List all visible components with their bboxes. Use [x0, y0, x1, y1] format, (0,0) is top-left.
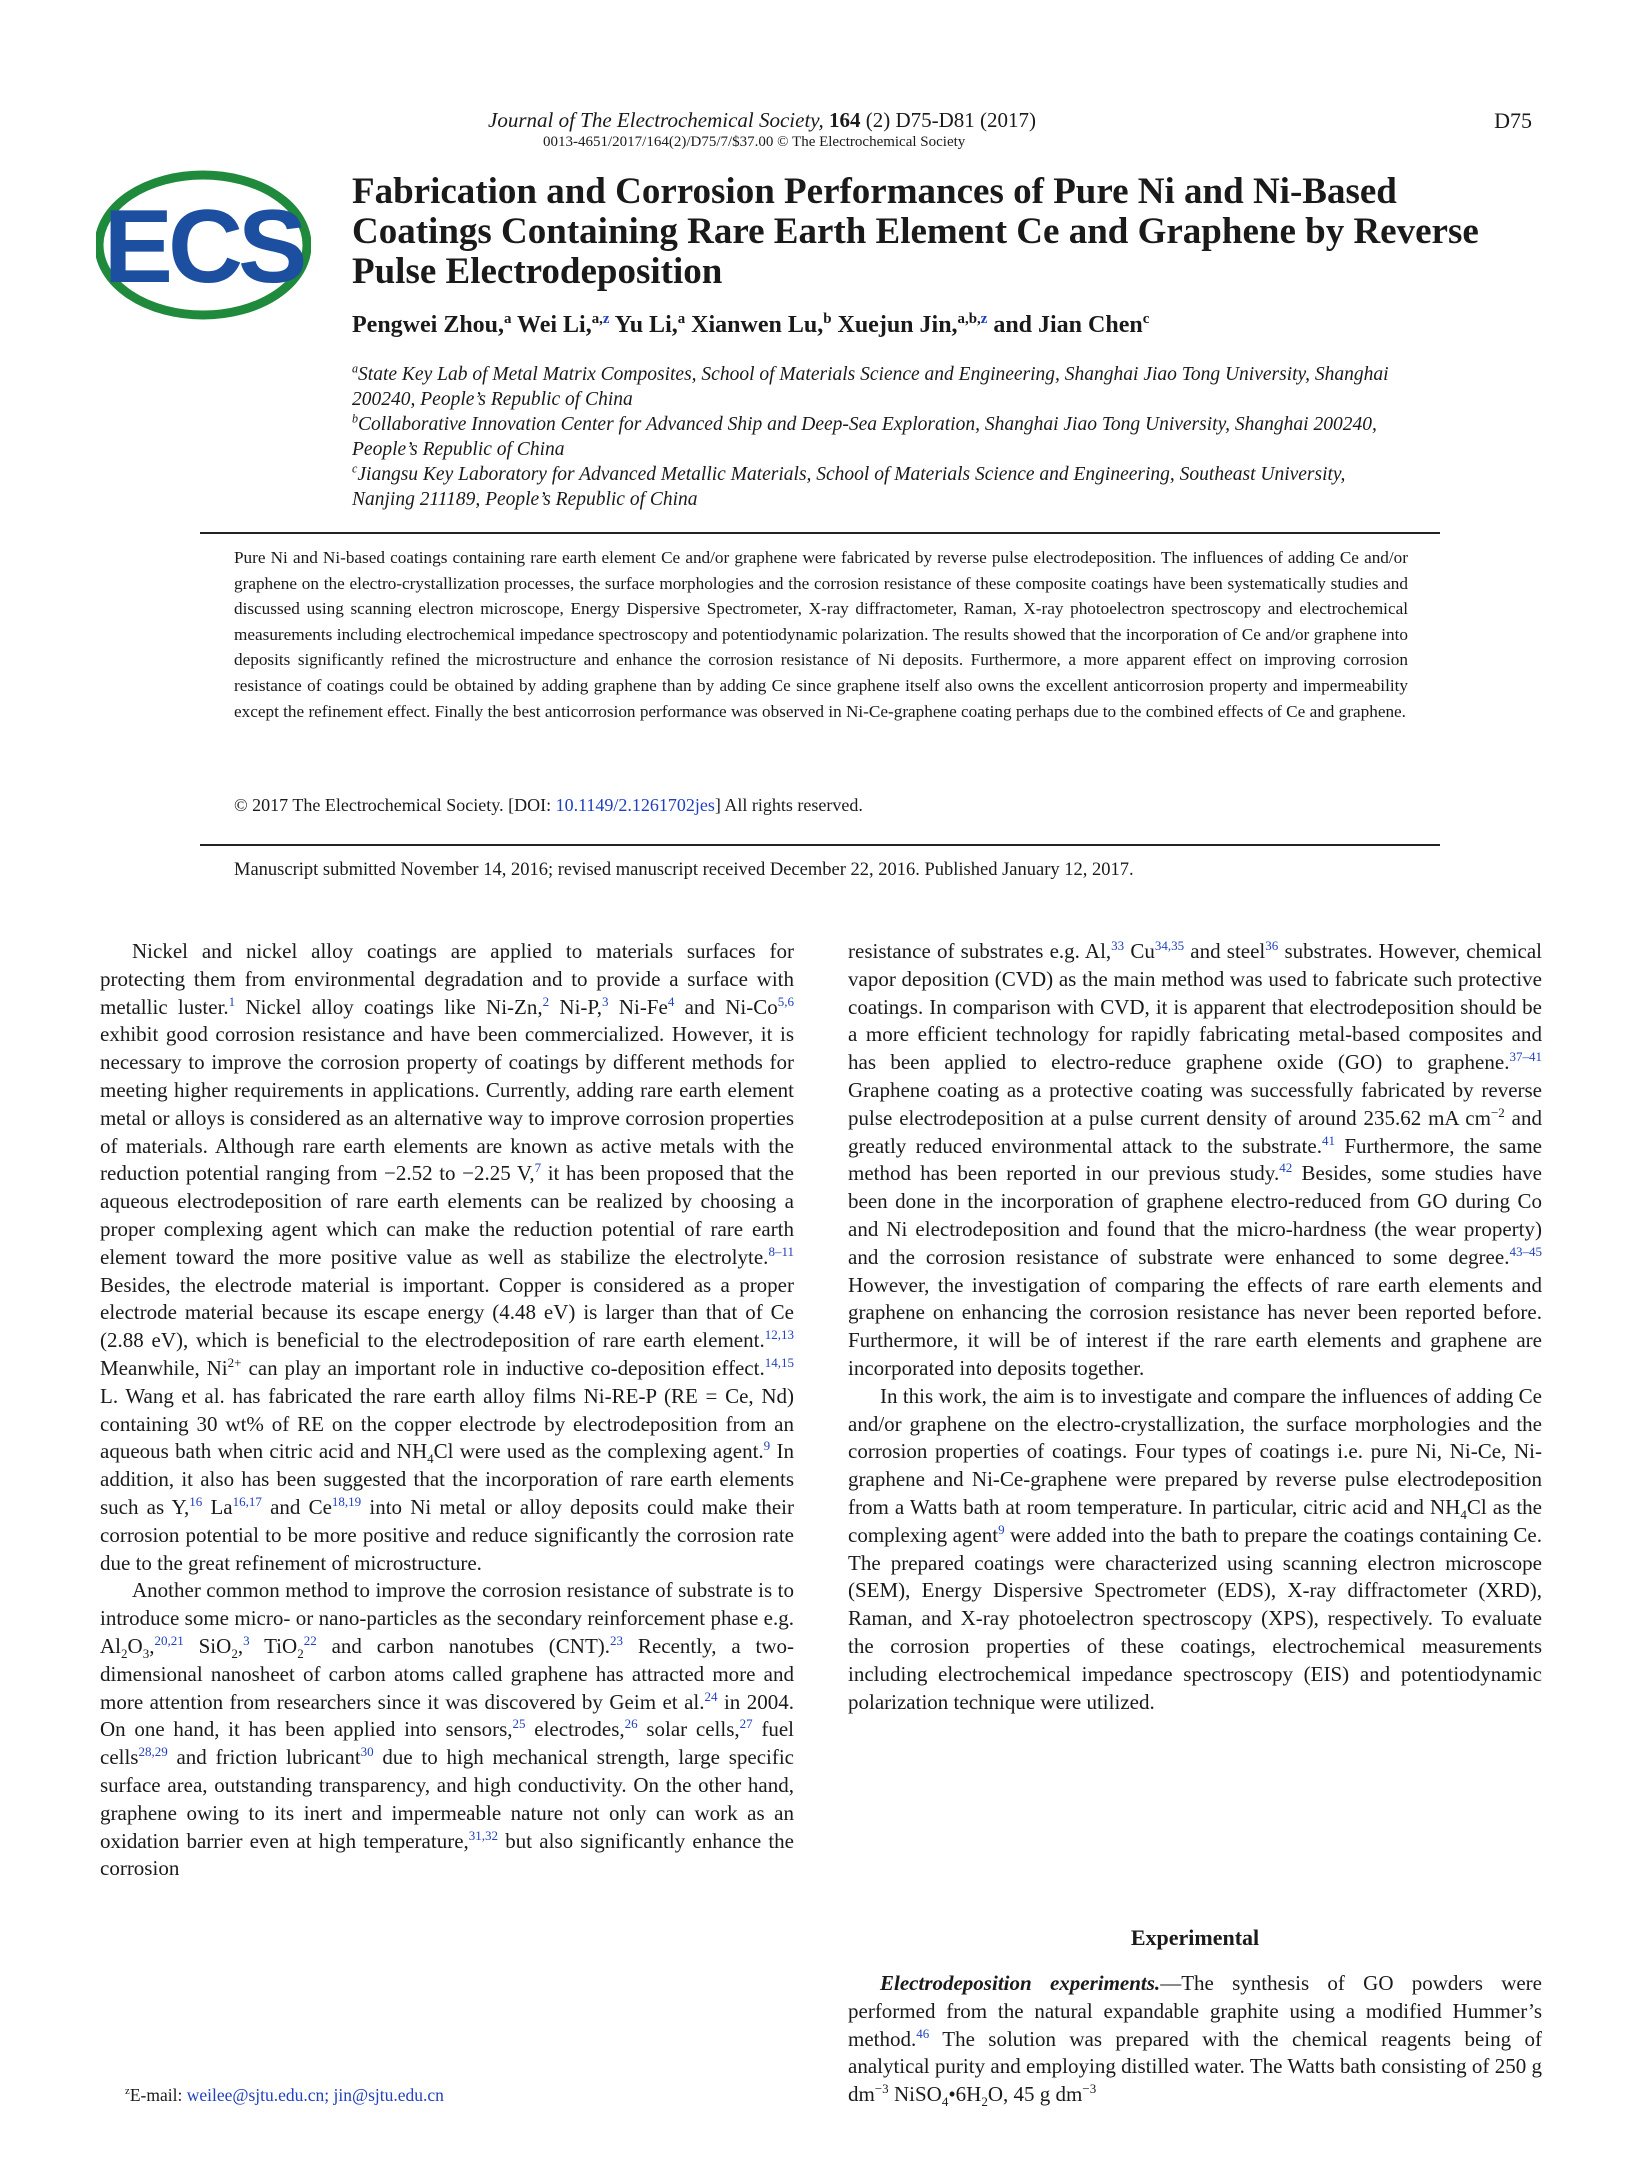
paragraph: Nickel and nickel alloy coatings are applied to materials surfaces for protecting them from environmental degradation and to provide a surface with metallic luster.$^1$ Nickel alloy coatings like Ni-Zn,$^2$ Ni-P,$^3$ Ni-Fe$^4$ and Ni-Co$^{5,6}$ exhibit good corrosion resistance and have been commercialized. However, it is necessary to improve the corrosion property of coatings by different methods for meeting higher requirements in applications. Currently, adding rare earth element metal or alloys is considered as an alternative way to improve corrosion properties of materials. Although rare earth elements are known as active metals with the reduction potential ranging from −2.52 to −2.25 V,$^7$ it has been proposed that the aqueous electrodeposition of rare earth elements can be realized by choosing a proper complexing agent which can make the reduction potential of rare earth element toward the more positive value as well as stabilize the electrolyte.$^{8-11}$ Besides, the electrode material is important. Copper is considered as a proper electrode material because its escape energy (4.48 eV) is larger than that of Ce (2.88 eV), which is beneficial to the electrodeposition of rare earth element.$^{12,13}$ Meanwhile, $Ni^{2+}$ can play an important role in inductive co-deposition effect.$^{14,15}$ L. Wang et al. has fabricated the rare earth alloy films Ni-RE-P (RE = Ce, Nd) containing 30 wt% of RE on the copper electrode by electrodeposition from an aqueous bath when citric acid and $NH_4Cl$ were used as the complexing agent.$^9$ In addition, it also has been suggested that the incorporation of rare earth elements such as Y,$^{16}$ La$^{16,17}$ and Ce$^{18,19}$ into Ni metal or alloy deposits could make their corrosion potential to be more positive and reduce significantly the corrosion rate due to the great refinement of microstructure. — [100, 939, 794, 1575]
author-name: and Jian Chen — [993, 312, 1143, 338]
ecs-logo — [96, 170, 311, 320]
body-column-left — [100, 938, 794, 1883]
citation-link[interactable]: 3 — [243, 1632, 250, 1648]
citation-link[interactable]: 27 — [739, 1716, 753, 1732]
citation-link[interactable]: 9 — [998, 1521, 1005, 1537]
citation-link[interactable]: 37–41 — [1509, 1049, 1542, 1065]
citation-link[interactable]: 8–11 — [768, 1243, 794, 1259]
author-list: Pengwei Zhou,$^a$ Wei Li,$^{a,z}$ Yu Li,$^a$ Xianwen Lu,$^b$ Xuejun Jin,$^{a,b,z}$ and Jian Chen$^c$ — [352, 311, 1150, 338]
affiliation: $^a$State Key Lab of Metal Matrix Composites, School of Materials Science and Engineering, Shanghai Jiao Tong University, Shanghai 200240, People’s Republic of China — [352, 361, 1389, 410]
body-column-right-experimental — [848, 1970, 1542, 2109]
citation-link[interactable]: 36 — [1265, 938, 1279, 953]
author-name: Wei Li, — [517, 312, 592, 338]
citation-link[interactable]: 46 — [916, 2025, 930, 2041]
run-in-heading: Electrodeposition experiments. — [880, 1971, 1161, 1995]
affiliation: $^b$Collaborative Innovation Center for Advanced Ship and Deep-Sea Exploration, Shanghai Jiao Tong University, Shanghai 200240, People’s Republic of China — [352, 411, 1377, 460]
citation-link[interactable]: 5,6 — [777, 993, 794, 1009]
body-column-right — [848, 938, 1542, 1716]
abstract: Pure Ni and Ni-based coatings containing rare earth element Ce and/or graphene were fabricated by reverse pulse electrodeposition. The influences of adding Ce and/or graphene on the electro-crystallization processes, the surface morphologies and the corrosion resistance of these composite coatings have been systematically studies and discussed using scanning electron microscope, Energy Dispersive Spectrometer, X-ray diffractometer, Raman, X-ray photoelectron spectroscopy and electrochemical measurements including electrochemical impedance spectroscopy and potentiodynamic polarization. The results showed that the incorporation of Ce and/or graphene into deposits significantly refined the microstructure and enhance the corrosion resistance of Ni deposits. Furthermore, a more apparent effect on improving corrosion resistance of coatings could be obtained by adding graphene than by adding Ce since graphene itself also owns the excellent anticorrosion property and impermeability except the refinement effect. Finally the best anticorrosion performance was observed in Ni-Ce-graphene coating perhaps due to the combined effects of Ce and graphene. — [234, 548, 1408, 721]
citation-link[interactable]: 12,13 — [764, 1327, 794, 1343]
issn-line: 0013-4651/2017/164(2)/D75/7/$37.00 © The Electrochemical Society — [543, 134, 966, 150]
citation-link[interactable]: 24 — [704, 1688, 718, 1704]
citation-link[interactable]: 16 — [189, 1493, 203, 1509]
paragraph: Another common method to improve the corrosion resistance of substrate is to introduce some micro- or nano-particles as the secondary reinforcement phase e.g. $Al_2O_3,^{20,21}$ SiO$_2$,$^3$ TiO$_2^{22}$ and carbon nanotubes (CNT).$^{23}$ Recently, a two-dimensional nanosheet of carbon atoms called graphene has attracted more and more attention from researchers since it was discovered by Geim et al.$^{24}$ in 2004. On one hand, it has been applied into sensors,$^{25}$ electrodes,$^{26}$ solar cells,$^{27}$ fuel cells$^{28,29}$ and friction lubricant$^{30}$ due to high mechanical strength, large specific surface area, outstanding transparency, and high conductivity. On the other hand, graphene owing to its inert and impermeable nature not only can work as an oxidation barrier even at high temperature,$^{31,32}$ but also significantly enhance the corrosion — [100, 1578, 795, 1881]
paragraph: In this work, the aim is to investigate and compare the influences of adding Ce and/or graphene on the electro-crystallization, the surface morphologies and the corrosion properties of coatings. Four types of coatings i.e. pure Ni, Ni-Ce, Ni-graphene and Ni-Ce-graphene were prepared by reverse pulse electrodeposition from a Watts bath at room temperature. In particular, citric acid and $NH_4Cl$ as the complexing agent$^9$ were added into the bath to prepare the coatings containing Ce. The prepared coatings were characterized using scanning electron microscope (SEM), Energy Dispersive Spectrometer (EDS), X-ray diffractometer (XRD), Raman, and X-ray photoelectron spectroscopy (XPS), respectively. To evaluate the corrosion properties of these coatings, electrochemical measurements including electrochemical impedance spectroscopy (EIS) and potentiodynamic polarization technique were utilized. — [848, 1383, 1542, 1714]
footnote: $^z$E-mail: weilee@sjtu.edu.cn; jin@sjtu.edu.cn — [125, 2085, 444, 2105]
citation-link[interactable]: 18,19 — [331, 1493, 362, 1509]
author-name: Pengwei Zhou, — [352, 312, 505, 338]
citation-link[interactable]: 30 — [360, 1744, 374, 1760]
citation-link[interactable]: 9 — [763, 1438, 771, 1454]
citation-link[interactable]: 7 — [534, 1160, 542, 1176]
affiliation: $^c$Jiangsu Key Laboratory for Advanced Metallic Materials, School of Materials Science and Engineering, Southeast University, Nanjing 211189, People’s Republic of China — [352, 461, 1346, 510]
abstract-rule-bottom — [200, 844, 1440, 846]
abstract-rule-top — [200, 532, 1440, 534]
paragraph: Electrodeposition experiments.—The synthesis of GO powders were performed from the natural expandable graphite using a modified Hummer’s method.$^{46}$ The solution was prepared with the chemical reagents being of analytical purity and employing distilled water. The Watts bath consisting of 250 g $dm^{-3}$ $NiSO_4•6H_2O$, 45 g $dm^{-3}$ — [848, 1971, 1542, 2110]
citation-link[interactable]: 23 — [610, 1632, 624, 1648]
citation-link[interactable]: 4 — [667, 993, 675, 1009]
author-name: Yu Li, — [614, 312, 678, 338]
author-name: Xianwen Lu, — [691, 312, 824, 338]
copyright-line: © 2017 The Electrochemical Society. [DOI: 10.1149/2.1261702jes] All rights reserved. — [234, 795, 863, 815]
citation-link[interactable]: 42 — [1279, 1160, 1293, 1176]
author-emails[interactable]: weilee@sjtu.edu.cn; jin@sjtu.edu.cn — [186, 2085, 444, 2105]
citation-link[interactable]: 22 — [303, 1632, 317, 1648]
section-heading: Experimental — [1130, 1925, 1260, 1950]
citation-link[interactable]: 26 — [624, 1716, 638, 1732]
citation-link[interactable]: 43–45 — [1509, 1243, 1542, 1259]
citation-link[interactable]: 3 — [602, 993, 609, 1009]
citation-link[interactable]: 2 — [542, 993, 550, 1009]
journal-citation: Journal of The Electrochemical Society, 164 (2) D75-D81 (2017) — [488, 108, 1037, 132]
page-number: D75 — [1494, 108, 1532, 133]
ecs-logo-text: ECS — [103, 189, 303, 305]
doi-link[interactable]: 10.1149/2.1261702jes — [555, 795, 715, 815]
paragraph: resistance of substrates e.g. Al,$^{33}$ Cu$^{34,35}$ and steel$^{36}$ substrates. However, chemical vapor deposition (CVD) as the main method was used to fabricate such protective coatings. In comparison with CVD, it is apparent that electrodeposition should be a more efficient technology for rapidly fabricating metal-based composites and has been applied to electro-reduce graphene oxide (GO) to graphene.$^{37-41}$ Graphene coating as a protective coating was successfully fabricated by reverse pulse electrodeposition at a pulse current density of around 235.62 mA $cm^{-2}$ and greatly reduced environmental attack to the substrate.$^{41}$ Furthermore, the same method has been reported in our previous study.$^{42}$ Besides, some studies have been done in the incorporation of graphene electro-reduced from GO during Co and Ni electrodeposition and found that the micro-hardness (the wear property) and the corrosion resistance of substrate were enhanced to some degree.$^{43-45}$ However, the investigation of comparing the effects of rare earth elements and graphene on enhancing the corrosion resistance has never been reported before. Furthermore, it will be of interest if the rare earth elements and graphene are incorporated into deposits together. — [848, 938, 1542, 1380]
citation-link[interactable]: 20,21 — [154, 1632, 184, 1648]
citation-link[interactable]: 28,29 — [138, 1744, 168, 1760]
citation-link[interactable]: 1 — [228, 993, 236, 1009]
manuscript-dates: Manuscript submitted November 14, 2016; revised manuscript received December 22, 2016. Published January 12, 2017. — [234, 860, 1134, 880]
author-name: Xuejun Jin, — [837, 312, 958, 338]
affiliations — [352, 362, 1392, 512]
citation-link[interactable]: 16,17 — [232, 1493, 262, 1509]
citation-link[interactable]: 41 — [1322, 1132, 1336, 1148]
citation-link[interactable]: 14,15 — [764, 1354, 794, 1370]
citation-link[interactable]: 31,32 — [468, 1827, 499, 1843]
article-title: Fabrication and Corrosion Performances of Pure Ni and Ni-Based Coatings Containing Rare Earth Element Ce and Graphene by Reverse Pulse Electrodeposition — [352, 171, 1479, 292]
citation-link[interactable]: 34,35 — [1154, 938, 1185, 953]
citation-link[interactable]: 33 — [1111, 938, 1125, 953]
citation-link[interactable]: 25 — [512, 1716, 526, 1732]
